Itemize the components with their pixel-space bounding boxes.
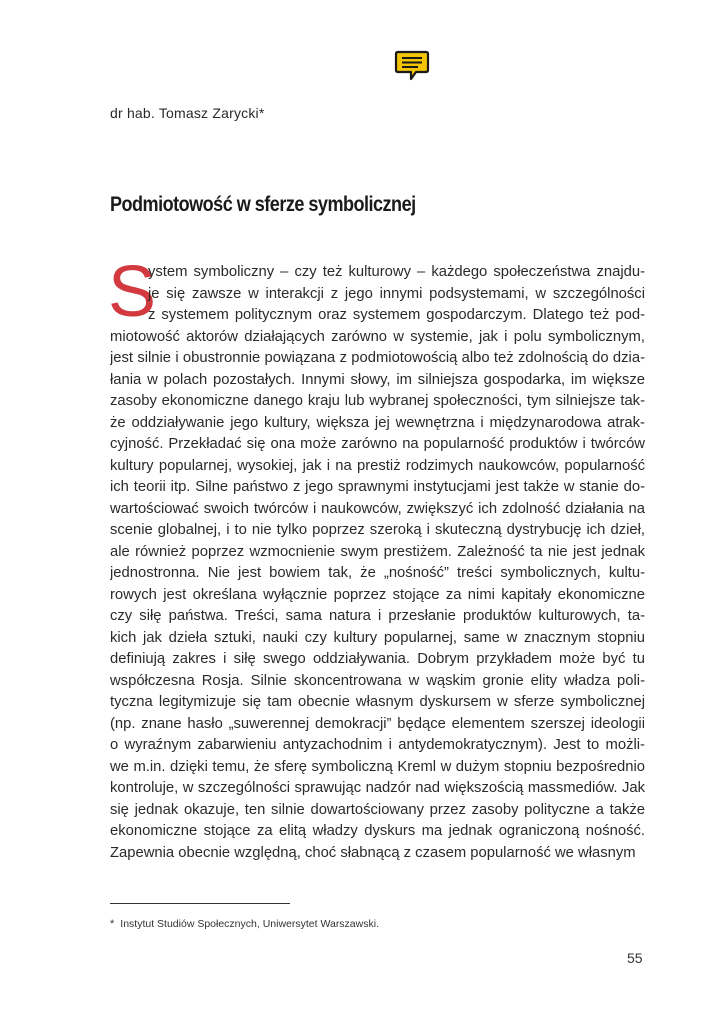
body-line: jest silnie i obustronnie powiązana z podmiotowością albo też zdolnością do dzia- bbox=[110, 350, 645, 366]
body-line: wartościować swoich twórców i naukowców, zwiększyć ich zdolność działania na bbox=[110, 500, 645, 517]
body-line: jednostronna. Nie jest bowiem tak, że „nośność” treści symbolicznych, kultu- bbox=[110, 565, 645, 581]
body-line: Zapewnia obecnie względną, choć słabnącą z czasem popularność we własnym bbox=[110, 844, 636, 861]
body-line: z systemem politycznym oraz systemem gospodarczym. Dlatego też pod- bbox=[148, 307, 645, 323]
body-line: o wyraźnym zabarwieniu antyzachodnim i antydemokratycznym). Jest to możli- bbox=[110, 737, 645, 753]
body-line: ale również poprzez wzmocnienie swym prestiżem. Zależność ta nie jest jednak bbox=[110, 543, 645, 560]
body-line: łania w polach pozostałych. Innymi słowy, im silniejsza gospodarka, im większe bbox=[110, 371, 645, 388]
body-line: kich jak dzieła sztuki, nauki czy kultury popularnej, same w znacznym stopniu bbox=[110, 629, 645, 646]
footnote-mark: * bbox=[110, 918, 115, 930]
body-line: się jednak okazuje, ten silnie dowartościowany przez zasoby polityczne a także bbox=[110, 801, 645, 818]
body-line: kontroluje, w szczególności sprawując nadzór nad większością massmediów. Jak bbox=[110, 780, 645, 796]
body-line: ich teorii itp. Silne państwo z jego sprawnymi instytucjami jest także w stanie do- bbox=[110, 479, 645, 495]
footnote-text: Instytut Studiów Społecznych, Uniwersytet Warszawski. bbox=[120, 918, 379, 930]
article-title: Podmiotowość w sferze symbolicznej bbox=[110, 193, 416, 216]
footnote bbox=[110, 918, 379, 930]
body-line: je się zawsze w interakcji z jego innymi podsystemami, w szczególności bbox=[148, 285, 645, 302]
body-line: zasoby ekonomiczne danego kraju lub wybranej społeczności, tym silniejsze tak- bbox=[110, 393, 645, 409]
body-line: scenie globalnej, i to nie tylko poprzez szeroką i skuteczną dystrybucję ich dzieł, bbox=[110, 522, 645, 538]
body-line: miotowość aktorów działających zarówno w systemie, jak i polu symbolicznym, bbox=[110, 328, 645, 345]
drop-cap: S bbox=[108, 252, 157, 332]
body-line: że oddziaływanie jego kultury, większa jej wewnętrzna i międzynarodowa atrak- bbox=[110, 414, 645, 431]
author-name: dr hab. Tomasz Zarycki* bbox=[110, 105, 265, 121]
footnote-divider bbox=[110, 903, 290, 904]
body-line: (np. znane hasło „suwerennej demokracji” będące elementem szerszej ideologii bbox=[110, 715, 645, 732]
body-line: definiują zakres i siłę swego oddziaływania. Dobrym przykładem może być tu bbox=[110, 651, 645, 667]
body-line: rowych jest określana wyłącznie poprzez stojące za nimi kapitały ekonomiczne bbox=[110, 586, 645, 603]
body-text bbox=[110, 262, 645, 864]
body-line: cyjność. Przekładać się ona może zarówno na popularność produktów i twórców bbox=[110, 436, 645, 452]
body-line: czy siłę państwa. Treści, sama natura i przesłanie produktów kulturowych, ta- bbox=[110, 608, 645, 624]
page-number: 55 bbox=[627, 950, 643, 966]
body-line: ystem symboliczny – czy też kulturowy – każdego społeczeństwa znajdu- bbox=[148, 264, 645, 280]
speech-bubble-icon bbox=[394, 50, 430, 82]
body-line: we m.in. dzięki temu, że sferę symboliczną Kreml w dużym stopniu bezpośrednio bbox=[110, 758, 645, 775]
body-line: kultury popularnej, wysokiej, jak i na prestiż rodzimych naukowców, popularność bbox=[110, 457, 645, 474]
body-line: ekonomiczne stojące za elitą władzy dyskurs ma jednak ograniczoną nośność. bbox=[110, 823, 645, 839]
body-line: współczesna Rosja. Silnie skoncentrowana w wąskim gronie elity władza poli- bbox=[110, 672, 645, 689]
body-line: tyczna legitymizuje się tam obecnie własnym dyskursem w sferze symbolicznej bbox=[110, 694, 645, 710]
